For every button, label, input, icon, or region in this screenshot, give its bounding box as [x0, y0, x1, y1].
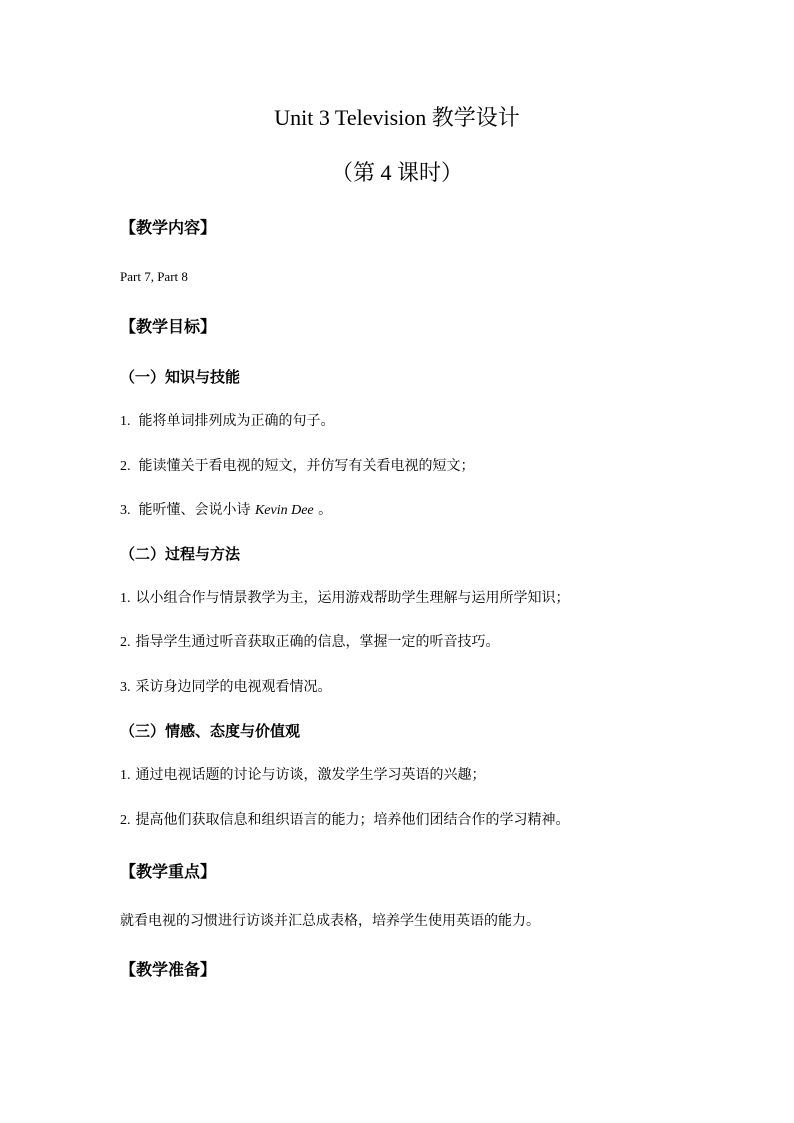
list-item-text: 指导学生通过听音获取正确的信息，掌握一定的听音技巧。: [135, 634, 500, 650]
content-text: Part 7, Part 8: [120, 269, 188, 284]
list-item: [120, 499, 332, 522]
list-item-number: 1.: [120, 414, 131, 429]
list-item-number: 2.: [120, 635, 131, 650]
list-item-number: 3.: [120, 680, 131, 695]
list-item: [120, 587, 570, 610]
subsection-heading-knowledge: （一）知识与技能: [120, 368, 241, 386]
list-item-text: 采访身边同学的电视观看情况。: [135, 679, 332, 695]
list-item-text: 能听懂、会说小诗: [138, 502, 255, 518]
subsection-heading-emotion: （三）情感、态度与价值观: [120, 722, 301, 740]
key-points-text: 就看电视的习惯进行访谈并汇总成表格，培养学生使用英语的能力。: [120, 913, 540, 929]
list-item-number: 2.: [120, 813, 131, 828]
subsection-heading-process: （二）过程与方法: [120, 545, 241, 563]
list-item-text-end: 。: [313, 502, 333, 518]
list-item-number: 1.: [120, 591, 131, 606]
section-heading-preparation: 【教学准备】: [120, 960, 217, 979]
document-subtitle: （第 4 课时）: [330, 160, 463, 185]
section-heading-objectives: 【教学目标】: [120, 317, 217, 336]
list-item: [120, 676, 332, 699]
list-item-text: 能读懂关于看电视的短文，并仿写有关看电视的短文；: [138, 458, 475, 474]
list-item-number: 2.: [120, 459, 131, 474]
list-item: [120, 809, 570, 832]
list-item: [120, 410, 335, 433]
list-item-number: 1.: [120, 768, 131, 783]
section-heading-content: 【教学内容】: [120, 218, 217, 237]
document-title: Unit 3 Television 教学设计: [274, 105, 520, 130]
list-item-text: 能将单词排列成为正确的句子。: [138, 413, 335, 429]
list-item: [120, 764, 486, 787]
section-heading-key-points: 【教学重点】: [120, 862, 217, 881]
list-item: [120, 631, 500, 654]
poem-title: Kevin Dee: [254, 503, 314, 518]
list-item: [120, 455, 475, 478]
list-item-text: 提高他们获取信息和组织语言的能力；培养他们团结合作的学习精神。: [135, 812, 570, 828]
list-item-text: 通过电视话题的讨论与访谈，激发学生学习英语的兴趣；: [135, 767, 486, 783]
list-item-number: 3.: [120, 503, 131, 518]
list-item-text: 以小组合作与情景教学为主，运用游戏帮助学生理解与运用所学知识；: [135, 590, 570, 606]
